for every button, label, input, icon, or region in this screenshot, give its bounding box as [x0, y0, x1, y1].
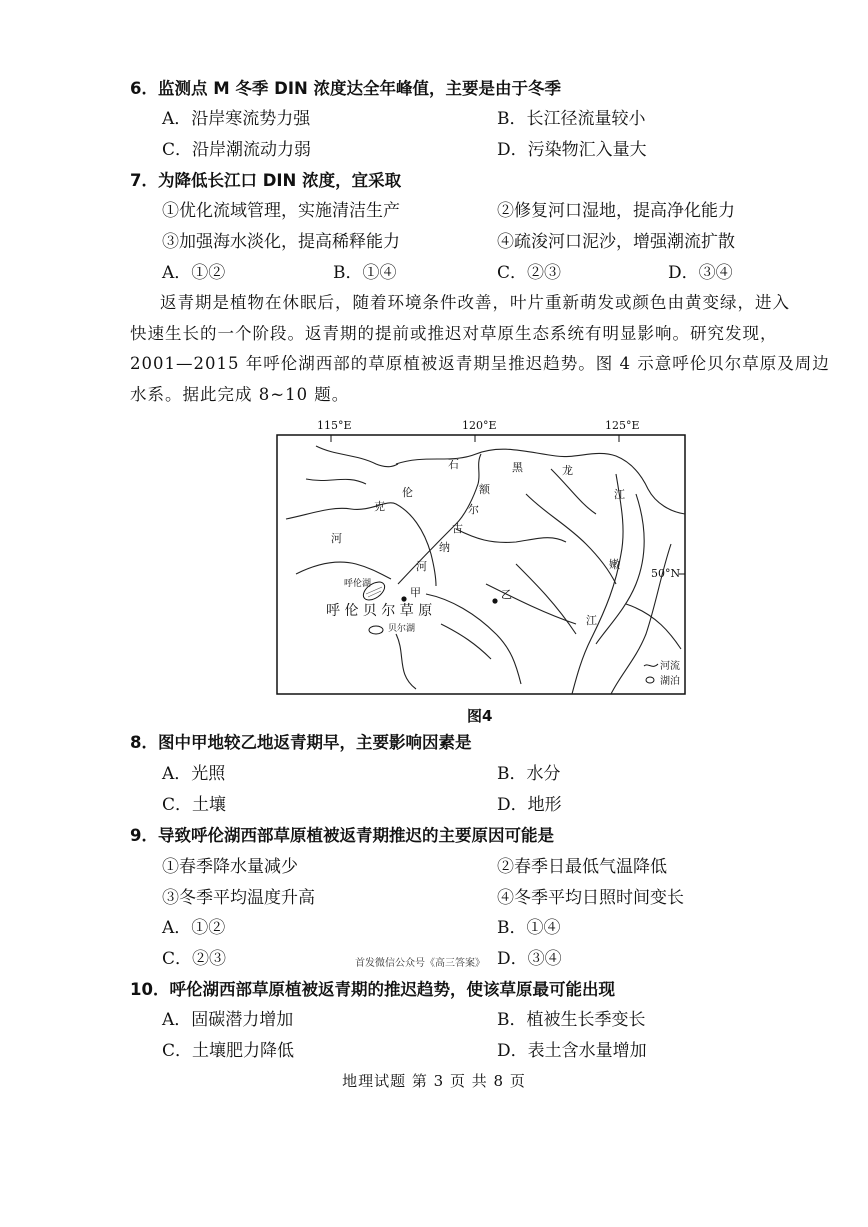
q7-option-b: B．①④	[333, 263, 397, 283]
label-grassland: 呼 伦 贝 尔 草 原	[326, 603, 433, 619]
passage-line-4: 水系。据此完成 8~10 题。	[130, 384, 350, 404]
legend-river: 河流	[660, 661, 680, 672]
label-hei: 黑	[512, 461, 523, 474]
q10-option-b: B．植被生长季变长	[497, 1010, 646, 1030]
passage-line-2: 快速生长的一个阶段。返青期的提前或推迟对草原生态系统有明显影响。研究发现，	[130, 323, 778, 343]
q7-item-4: ④疏浚河口泥沙，增强潮流扩散	[497, 232, 735, 252]
q9-item-4: ④冬季平均日照时间变长	[497, 888, 684, 908]
q7-option-a: A．①②	[162, 263, 226, 283]
q10-option-d: D．表土含水量增加	[497, 1041, 647, 1061]
label-nen: 嫩	[609, 558, 620, 571]
q9-item-3: ③冬季平均温度升高	[162, 888, 315, 908]
label-er: 尔	[468, 503, 479, 516]
label-gu: 古	[452, 522, 463, 535]
label-yi: 乙	[501, 588, 512, 601]
label-115e	[316, 434, 351, 435]
point-jia	[401, 596, 406, 601]
label-jia: 甲	[410, 586, 421, 599]
q9-item-1: ①春季降水量减少	[162, 857, 298, 877]
q10-option-c: C．土壤肥力降低	[162, 1041, 295, 1061]
q10-stem: 10．呼伦湖西部草原植被返青期的推迟趋势，使该草原最可能出现	[130, 980, 615, 999]
label-jiang2: 江	[586, 614, 597, 627]
label-lon-120: 120°E	[462, 419, 497, 432]
q6-option-a: A．沿岸寒流势力强	[162, 109, 311, 129]
label-lun: 伦	[402, 486, 413, 499]
label-lon-115: 115°E	[317, 419, 352, 432]
q6-option-c: C．沿岸潮流动力弱	[162, 140, 312, 160]
q7-item-3: ③加强海水淡化，提高稀释能力	[162, 232, 400, 252]
q8-option-c: C．土壤	[162, 795, 227, 815]
legend-lake: 湖泊	[660, 676, 680, 687]
label-long: 龙	[562, 464, 573, 477]
q9-item-2: ②春季日最低气温降低	[497, 857, 667, 877]
q9-option-b: B．①④	[497, 918, 561, 938]
map-frame	[277, 435, 685, 694]
label-he2: 河	[331, 532, 342, 545]
label-he: 河	[416, 560, 427, 573]
q8-option-d: D．地形	[497, 795, 562, 815]
page-footer: 地理试题 第 3 页 共 8 页	[342, 1072, 526, 1090]
label-hulun-lake: 呼伦湖	[344, 579, 372, 589]
q8-stem: 8．图中甲地较乙地返青期早，主要影响因素是	[130, 733, 472, 752]
q9-option-a: A．①②	[162, 918, 226, 938]
q7-item-1: ①优化流域管理，实施清洁生产	[162, 201, 400, 221]
q8-option-a: A．光照	[162, 764, 226, 784]
q7-option-c: C．②③	[497, 263, 562, 283]
q6-stem: 6．监测点 M 冬季 DIN 浓度达全年峰值，主要是由于冬季	[130, 79, 562, 98]
q7-option-d: D．③④	[668, 263, 733, 283]
passage-line-1: 返青期是植物在休眠后，随着环境条件改善，叶片重新萌发或颜色由黄变绿，进入	[160, 293, 790, 312]
q9-option-d: D．③④	[497, 949, 562, 969]
label-ke: 克	[374, 500, 385, 513]
q9-option-c: C．②③	[162, 949, 227, 969]
q6-option-b: B．长江径流量较小	[497, 109, 646, 129]
passage-line-3: 2001—2015 年呼伦湖西部的草原植被返青期呈推迟趋势。图 4 示意呼伦贝尔草原及周边	[130, 354, 830, 373]
label-e: 额	[479, 483, 490, 496]
label-lon-125: 125°E	[605, 419, 640, 432]
legend-lake-symbol	[646, 677, 654, 683]
q10-option-a: A．固碳潜力增加	[162, 1010, 294, 1030]
q7-item-2: ②修复河口湿地，提高净化能力	[497, 201, 735, 221]
figure-caption: 图4	[467, 707, 493, 725]
label-na: 纳	[439, 541, 450, 554]
q6-option-d: D．污染物汇入量大	[497, 140, 647, 160]
q8-option-b: B．水分	[497, 764, 561, 784]
q9-stem: 9．导致呼伦湖西部草原植被返青期推迟的主要原因可能是	[130, 826, 554, 845]
buir-lake	[369, 626, 383, 634]
label-buir-lake: 贝尔湖	[388, 624, 416, 634]
point-yi	[492, 598, 497, 603]
q7-stem: 7．为降低长江口 DIN 浓度，宜采取	[130, 171, 402, 190]
label-jiang: 江	[614, 488, 625, 501]
label-shi: 石	[448, 458, 459, 471]
label-lat-50: 50°N	[651, 567, 681, 580]
passage	[130, 288, 830, 410]
watermark: 首发微信公众号《高三答案》	[355, 958, 485, 969]
hulunbuir-map	[276, 434, 686, 696]
